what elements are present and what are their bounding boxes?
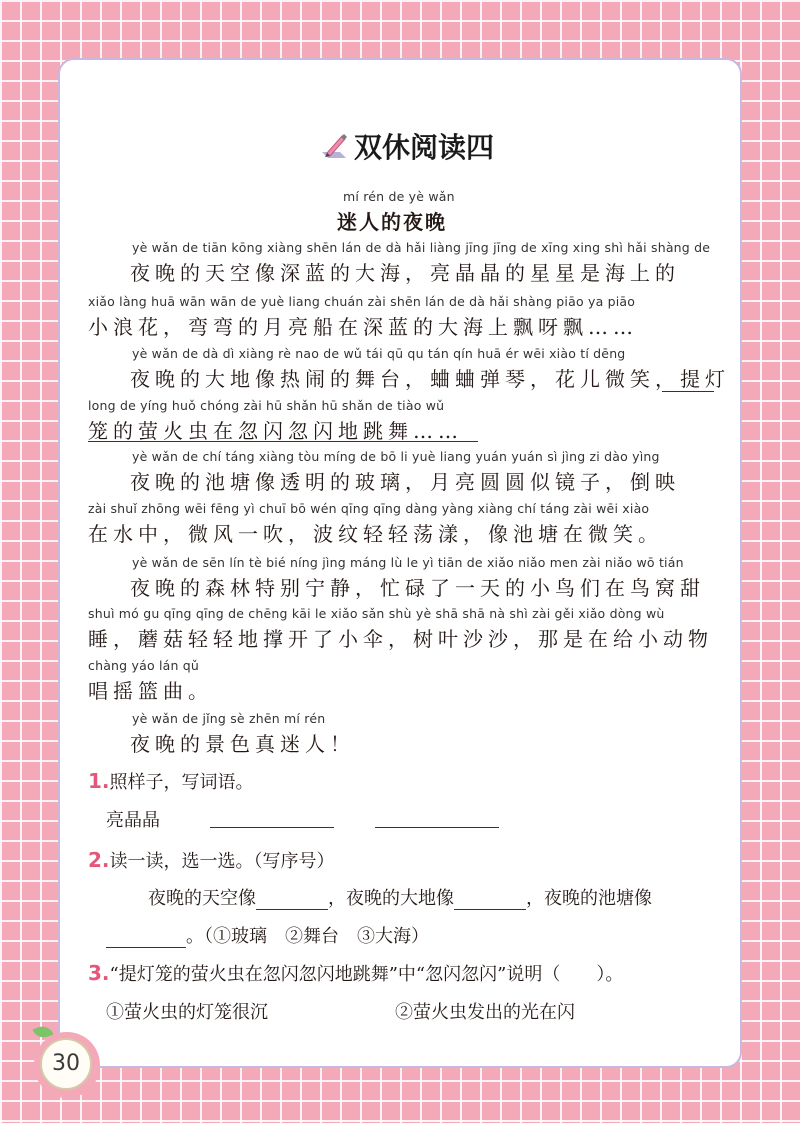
text-line-6: 在水中，微风一吹，波纹轻轻荡漾，像池塘在微笑。 <box>88 522 663 546</box>
text-line-3: 夜晚的大地像热闹的舞台，蛐蛐弹琴，花儿微笑，提灯 <box>130 367 730 391</box>
pinyin-line-10: yè wǎn de jǐng sè zhēn mí rén <box>132 711 326 726</box>
q2-options: 。（①玻璃 ②舞台 ③大海） <box>186 926 429 947</box>
question-2-line-1 <box>148 884 652 910</box>
text-line-7: 夜晚的森林特别宁静，忙碌了一天的小鸟们在鸟窝甜 <box>130 576 705 600</box>
text-line-4: 笼的萤火虫在忽闪忽闪地跳舞…… <box>88 419 463 443</box>
question-2-number: 2. <box>88 848 110 872</box>
heading-text: 双休阅读四 <box>354 131 495 164</box>
pinyin-line-7: yè wǎn de sēn lín tè bié níng jìng máng lù le yì tiān de xiǎo niǎo men zài niǎo wō tián <box>132 555 684 570</box>
text-line-8: 睡，蘑菇轻轻地撑开了小伞，树叶沙沙，那是在给小动物 <box>88 627 713 651</box>
pinyin-line-6: zài shuǐ zhōng wēi fēng yì chuī bō wén qīng qīng dàng yàng xiàng chí táng zài wēi xiào <box>88 501 650 516</box>
underline-segment-b <box>88 441 478 442</box>
question-1-example: 亮晶晶 <box>106 810 160 831</box>
text-line-9: 唱摇篮曲。 <box>88 679 213 703</box>
question-2-line-2 <box>106 922 429 948</box>
page-number: 30 <box>40 1038 92 1090</box>
pinyin-line-8: shuì mó gu qīng qīng de chēng kāi le xiǎo sǎn shù yè shā shā nà shì zài gěi xiǎo dòng wù <box>88 606 665 621</box>
question-1-number: 1. <box>88 769 110 793</box>
story-title: 迷人的夜晚 <box>337 210 447 234</box>
question-2 <box>88 847 335 873</box>
question-3-option-2[interactable]: ②萤火虫发出的光在闪 <box>395 1002 575 1023</box>
text-line-2: 小浪花，弯弯的月亮船在深蓝的大海上飘呀飘…… <box>88 315 638 339</box>
q2-text-c: ，夜晚的池塘像 <box>526 888 652 909</box>
text-line-1: 夜晚的天空像深蓝的大海，亮晶晶的星星是海上的 <box>130 261 680 285</box>
question-1 <box>88 768 254 794</box>
question-2-prompt: 读一读，选一选。（写序号） <box>109 851 335 872</box>
q2-text-a: 夜晚的天空像 <box>148 888 256 909</box>
answer-blank-3[interactable] <box>256 889 328 910</box>
pinyin-line-1: yè wǎn de tiān kōng xiàng shēn lán de dà hǎi liàng jīng jīng de xīng xing shì hǎi shàng de <box>132 240 711 255</box>
story-title-pinyin: mí rén de yè wǎn <box>343 189 455 204</box>
question-3 <box>88 960 623 986</box>
section-heading <box>318 126 494 166</box>
q2-text-b: ，夜晚的大地像 <box>328 888 454 909</box>
answer-blank-1[interactable] <box>210 827 334 828</box>
text-line-5: 夜晚的池塘像透明的玻璃，月亮圆圆似镜子，倒映 <box>130 470 680 494</box>
question-3-option-1[interactable]: ①萤火虫的灯笼很沉 <box>106 1002 268 1023</box>
pinyin-line-3: yè wǎn de dà dì xiàng rè nao de wǔ tái qū qu tán qín huā ér wēi xiào tí dēng <box>132 346 626 361</box>
answer-blank-5[interactable] <box>106 927 186 948</box>
pinyin-line-9: chàng yáo lán qǔ <box>88 658 200 673</box>
pencil-icon <box>318 130 350 162</box>
question-3-prompt: “提灯笼的萤火虫在忽闪忽闪地跳舞”中“忽闪忽闪”说明（ ）。 <box>109 964 624 985</box>
pinyin-line-2: xiǎo làng huā wān wān de yuè liang chuán zài shēn lán de dà hǎi shàng piāo ya piāo <box>88 294 636 309</box>
pinyin-line-5: yè wǎn de chí táng xiàng tòu míng de bō li yuè liang yuán yuán sì jìng zi dào yìng <box>132 449 660 464</box>
answer-blank-4[interactable] <box>454 889 526 910</box>
text-line-10: 夜晚的景色真迷人！ <box>130 732 355 756</box>
underline-segment-a <box>662 391 714 392</box>
pinyin-line-4: long de yíng huǒ chóng zài hū shǎn hū shǎn de tiào wǔ <box>88 398 445 413</box>
question-3-number: 3. <box>88 961 110 985</box>
answer-blank-2[interactable] <box>375 827 499 828</box>
question-1-prompt: 照样子，写词语。 <box>109 772 254 793</box>
